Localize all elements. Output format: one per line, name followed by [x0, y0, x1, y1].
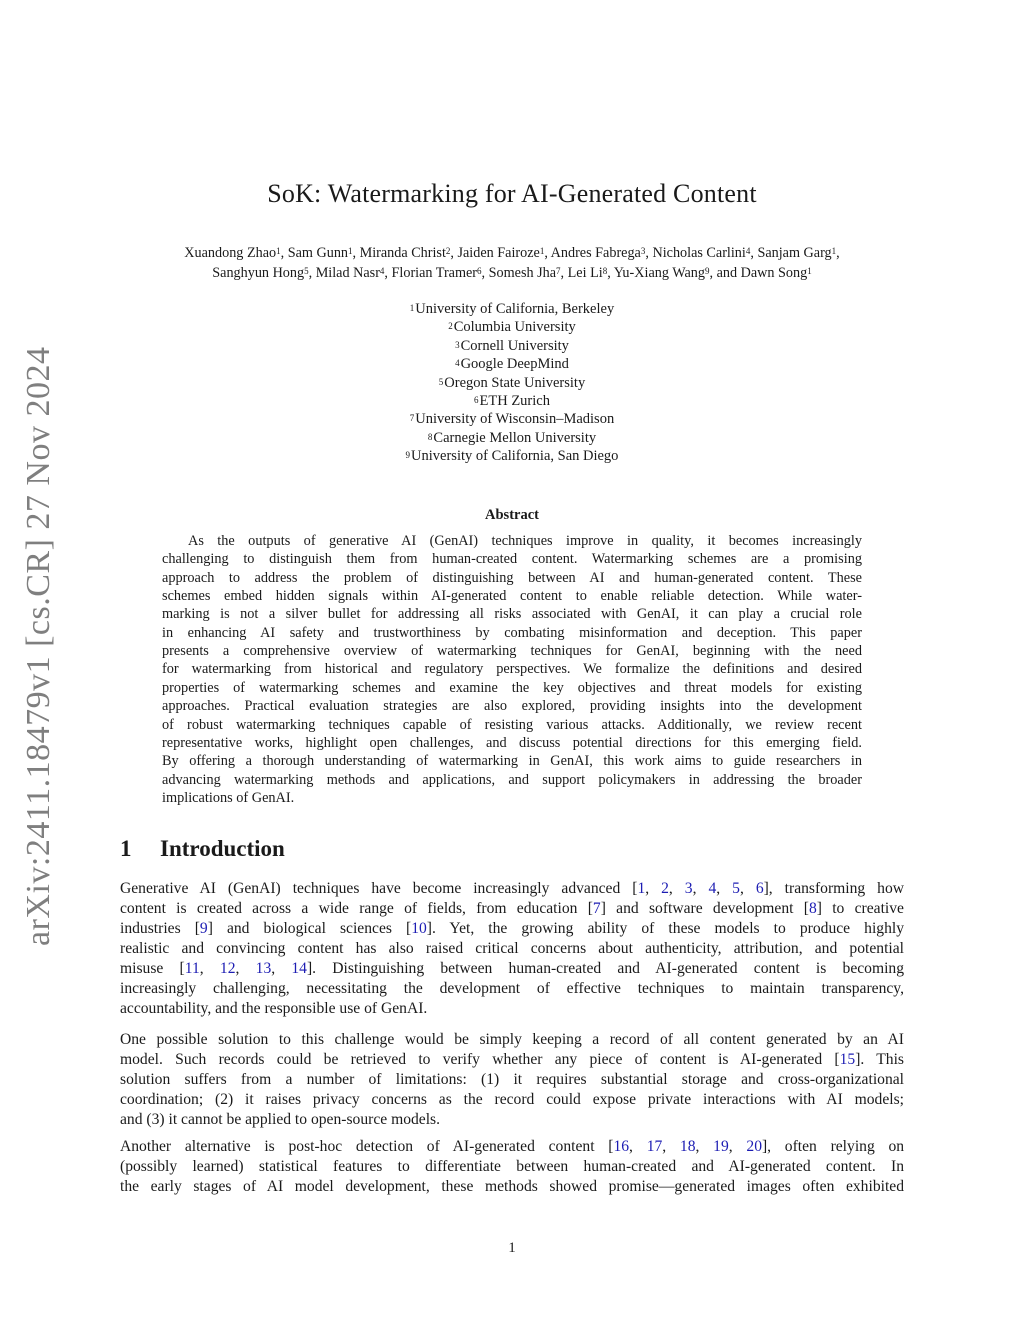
affiliation — [0, 447, 1024, 465]
author-affiliation-mark: 4 — [745, 246, 751, 256]
citation-link[interactable]: 19 — [713, 1138, 729, 1155]
citation-link[interactable]: 10 — [411, 920, 427, 938]
body-line: Another alternative is post-hoc detection of AI-generated content [16, 17, 18, 19, 20], often relying on — [120, 1138, 905, 1155]
abstract-line: properties of watermarking schemes and examine the key objectives and threat models for existing — [162, 679, 862, 696]
abstract-line: implications of GenAI. — [162, 789, 295, 806]
abstract-line: representative works, highlight open challenges, and discuss potential directions for this emerging field. — [162, 734, 862, 751]
author-affiliation-mark: 1 — [539, 246, 545, 256]
abstract-line: in enhancing AI safety and trustworthiness by combating misinformation and deception. This paper — [162, 624, 862, 641]
citation-link[interactable]: 12 — [219, 960, 236, 978]
affiliation-name: University of Wisconsin–Madison — [415, 411, 615, 428]
citation-link[interactable]: 6 — [755, 880, 764, 897]
affiliation-name: Carnegie Mellon University — [433, 429, 597, 446]
author-list-line-1: Xuandong Zhao$^1$, Sam Gunn$^1$, Miranda Christ$^2$, Jaiden Fairoze$^1$, Andres Fabrega$^3$, Nicholas Carlini$^4$, Sanjam Garg$^1$, — [184, 245, 840, 261]
author-name: Dawn Song — [740, 265, 808, 281]
author-affiliation-mark: 2 — [445, 246, 451, 256]
citation-link[interactable]: 17 — [646, 1138, 663, 1155]
abstract-line: approaches. Practical evaluation strategies are also explored, providing insights into the development — [162, 698, 862, 715]
affiliation-name: ETH Zurich — [479, 393, 550, 410]
author-affiliation-mark: 4 — [379, 266, 385, 276]
author-affiliation-mark: 9 — [704, 266, 710, 276]
affiliation-name: Cornell University — [460, 337, 569, 354]
author-affiliation-mark: 3 — [640, 246, 646, 256]
affiliation-name: Columbia University — [453, 319, 576, 336]
body-line: One possible solution to this challenge would be simply keeping a record of all content generated by an AI — [120, 1031, 904, 1048]
body-line: coordination; (2) it raises privacy concerns as the record could expose private interactions with AI models; — [120, 1091, 904, 1109]
abstract-line: schemes embed hidden signals within AI-generated content to enable reliable detection. While water- — [162, 588, 862, 605]
affiliation — [0, 374, 1024, 392]
author-name: Xuandong Zhao — [184, 245, 277, 261]
author-name: Sam Gunn — [287, 245, 348, 261]
body-line: misuse [11, 12, 13, 14]. Distinguishing between human-created and AI-generated content is becoming — [120, 960, 905, 978]
author-affiliation-mark: 1 — [276, 246, 281, 256]
arxiv-identifier: arXiv:2411.18479v1 [cs.CR] 27 Nov 2024 — [20, 346, 57, 946]
citation-link[interactable]: 18 — [679, 1138, 696, 1155]
affiliation-mark: 5 — [438, 376, 444, 387]
author-name: Nicholas Carlini — [652, 245, 746, 261]
author-list-line-2: Sanghyun Hong$^5$, Milad Nasr$^4$, Florian Tramer$^6$, Somesh Jha$^7$, Lei Li$^8$, Yu-Xiang Wang$^9$, and Dawn Song$^1$ — [212, 265, 812, 281]
affiliation-mark: 1 — [409, 303, 415, 313]
affiliation-mark: 6 — [474, 395, 479, 406]
citation-link[interactable]: 20 — [746, 1138, 762, 1155]
abstract-heading: Abstract — [485, 507, 539, 523]
author-affiliation-mark: 5 — [304, 266, 309, 276]
affiliation — [0, 337, 1024, 355]
citation-link[interactable]: 1 — [637, 880, 646, 897]
body-line: solution suffers from a number of limitations: (1) it requires substantial storage and cross-organizational — [120, 1071, 904, 1089]
body-line: increasingly challenging, necessitating the development of effective techniques to maintain transparency, — [120, 980, 904, 998]
citation-link[interactable]: 13 — [255, 960, 272, 978]
abstract-line: As the outputs of generative AI (GenAI) techniques improve in quality, it becomes increasingly — [188, 533, 862, 549]
author-name: Sanjam Garg — [757, 245, 832, 261]
body-line: realistic and convincing content has also raised critical concerns about authenticity, attribution, and potential — [120, 940, 904, 958]
citation-link[interactable]: 11 — [184, 960, 200, 978]
body-line: and (3) it cannot be applied to open-source models. — [120, 1111, 441, 1129]
abstract-line: approach to address the problem of distinguishing between AI and human-generated content. These — [162, 569, 862, 586]
author-name: Yu-Xiang Wang — [613, 265, 705, 281]
affiliation-mark: 7 — [409, 413, 415, 424]
affiliation — [0, 429, 1024, 447]
affiliation-name: Google DeepMind — [460, 356, 569, 373]
affiliation — [0, 392, 1024, 410]
abstract-line: presents a comprehensive overview of watermarking techniques for GenAI, beginning with the need — [162, 643, 862, 660]
affiliation-mark: 2 — [448, 321, 453, 332]
author-affiliation-mark: 6 — [477, 266, 482, 276]
affiliation-mark: 8 — [427, 431, 433, 442]
body-line: (possibly learned) statistical features to differentiate between human-created and AI-generated content. In — [120, 1158, 904, 1176]
author-name: Florian Tramer — [391, 265, 478, 281]
body-line: the early stages of AI model development, these methods showed promise—generated images often exhibited — [120, 1178, 904, 1196]
abstract-line: By offering a thorough understanding of watermarking in GenAI, this work aims to guide researchers in — [162, 753, 862, 770]
affiliation — [0, 318, 1024, 336]
abstract-line: for watermarking from historical and regulatory perspectives. We formalize the definitions and desired — [162, 661, 862, 678]
citation-link[interactable]: 3 — [684, 880, 693, 897]
citation-link[interactable]: 16 — [613, 1138, 630, 1155]
author-affiliation-mark: 1 — [807, 266, 812, 276]
affiliation-name: University of California, San Diego — [411, 448, 619, 465]
author-affiliation-mark: 7 — [556, 266, 561, 276]
abstract-line: marking is not a silver bullet for addressing all risks associated with GenAI, it can play a crucial role — [162, 606, 862, 623]
citation-link[interactable]: 14 — [291, 960, 307, 978]
affiliation-list — [0, 300, 1024, 466]
body-line: industries [9] and biological sciences [10]. Yet, the growing ability of these models to produce highly — [120, 920, 905, 938]
section-number: 1 — [120, 836, 132, 861]
body-line: accountability, and the responsible use of GenAI. — [120, 1000, 428, 1018]
citation-link[interactable]: 8 — [808, 900, 817, 918]
citation-link[interactable]: 7 — [592, 900, 601, 918]
citation-link[interactable]: 9 — [199, 920, 208, 938]
author-name: Somesh Jha — [488, 265, 557, 281]
affiliation — [0, 355, 1024, 373]
body-line: Generative AI (GenAI) techniques have become increasingly advanced [1, 2, 3, 4, 5, 6], transforming how — [120, 880, 905, 897]
affiliation-mark: 9 — [405, 450, 411, 461]
author-affiliation-mark: 1 — [831, 246, 837, 256]
citation-link[interactable]: 15 — [839, 1051, 856, 1069]
section-heading-introduction — [120, 836, 285, 862]
author-affiliation-mark: 1 — [348, 246, 353, 256]
affiliation — [0, 410, 1024, 428]
author-name: Miranda Christ — [359, 245, 446, 261]
body-line: model. Such records could be retrieved to verify whether any piece of content is AI-generated [15]. This — [120, 1051, 905, 1069]
author-name: Milad Nasr — [315, 265, 380, 281]
affiliation-name: University of California, Berkeley — [415, 301, 615, 317]
abstract-line: of robust watermarking techniques capable of resisting various attacks. Additionally, we review recent — [162, 716, 862, 733]
page-number: 1 — [508, 1240, 516, 1256]
citation-link[interactable]: 4 — [708, 880, 717, 897]
section-title: Introduction — [160, 836, 285, 861]
author-name: Sanghyun Hong — [212, 265, 305, 281]
paper-title: SoK: Watermarking for AI-Generated Content — [267, 179, 757, 208]
citation-link[interactable]: 5 — [732, 880, 740, 897]
citation-link[interactable]: 2 — [661, 880, 669, 897]
author-name: Andres Fabrega — [550, 245, 641, 261]
affiliation-mark: 4 — [455, 358, 460, 369]
author-name: Lei Li — [567, 265, 603, 281]
author-name: Jaiden Fairoze — [457, 245, 540, 261]
affiliation-mark: 3 — [455, 339, 460, 350]
body-line: content is created across a wide range of fields, from education [7] and software development [8] to creative — [120, 900, 904, 918]
abstract-line: advancing watermarking methods and applications, and support policymakers in addressing the broader — [162, 771, 862, 788]
affiliation-name: Oregon State University — [444, 374, 586, 391]
affiliation — [0, 300, 1024, 318]
author-affiliation-mark: 8 — [602, 266, 608, 276]
abstract-line: challenging to distinguish them from human-created content. Watermarking schemes are a promising — [162, 551, 862, 568]
